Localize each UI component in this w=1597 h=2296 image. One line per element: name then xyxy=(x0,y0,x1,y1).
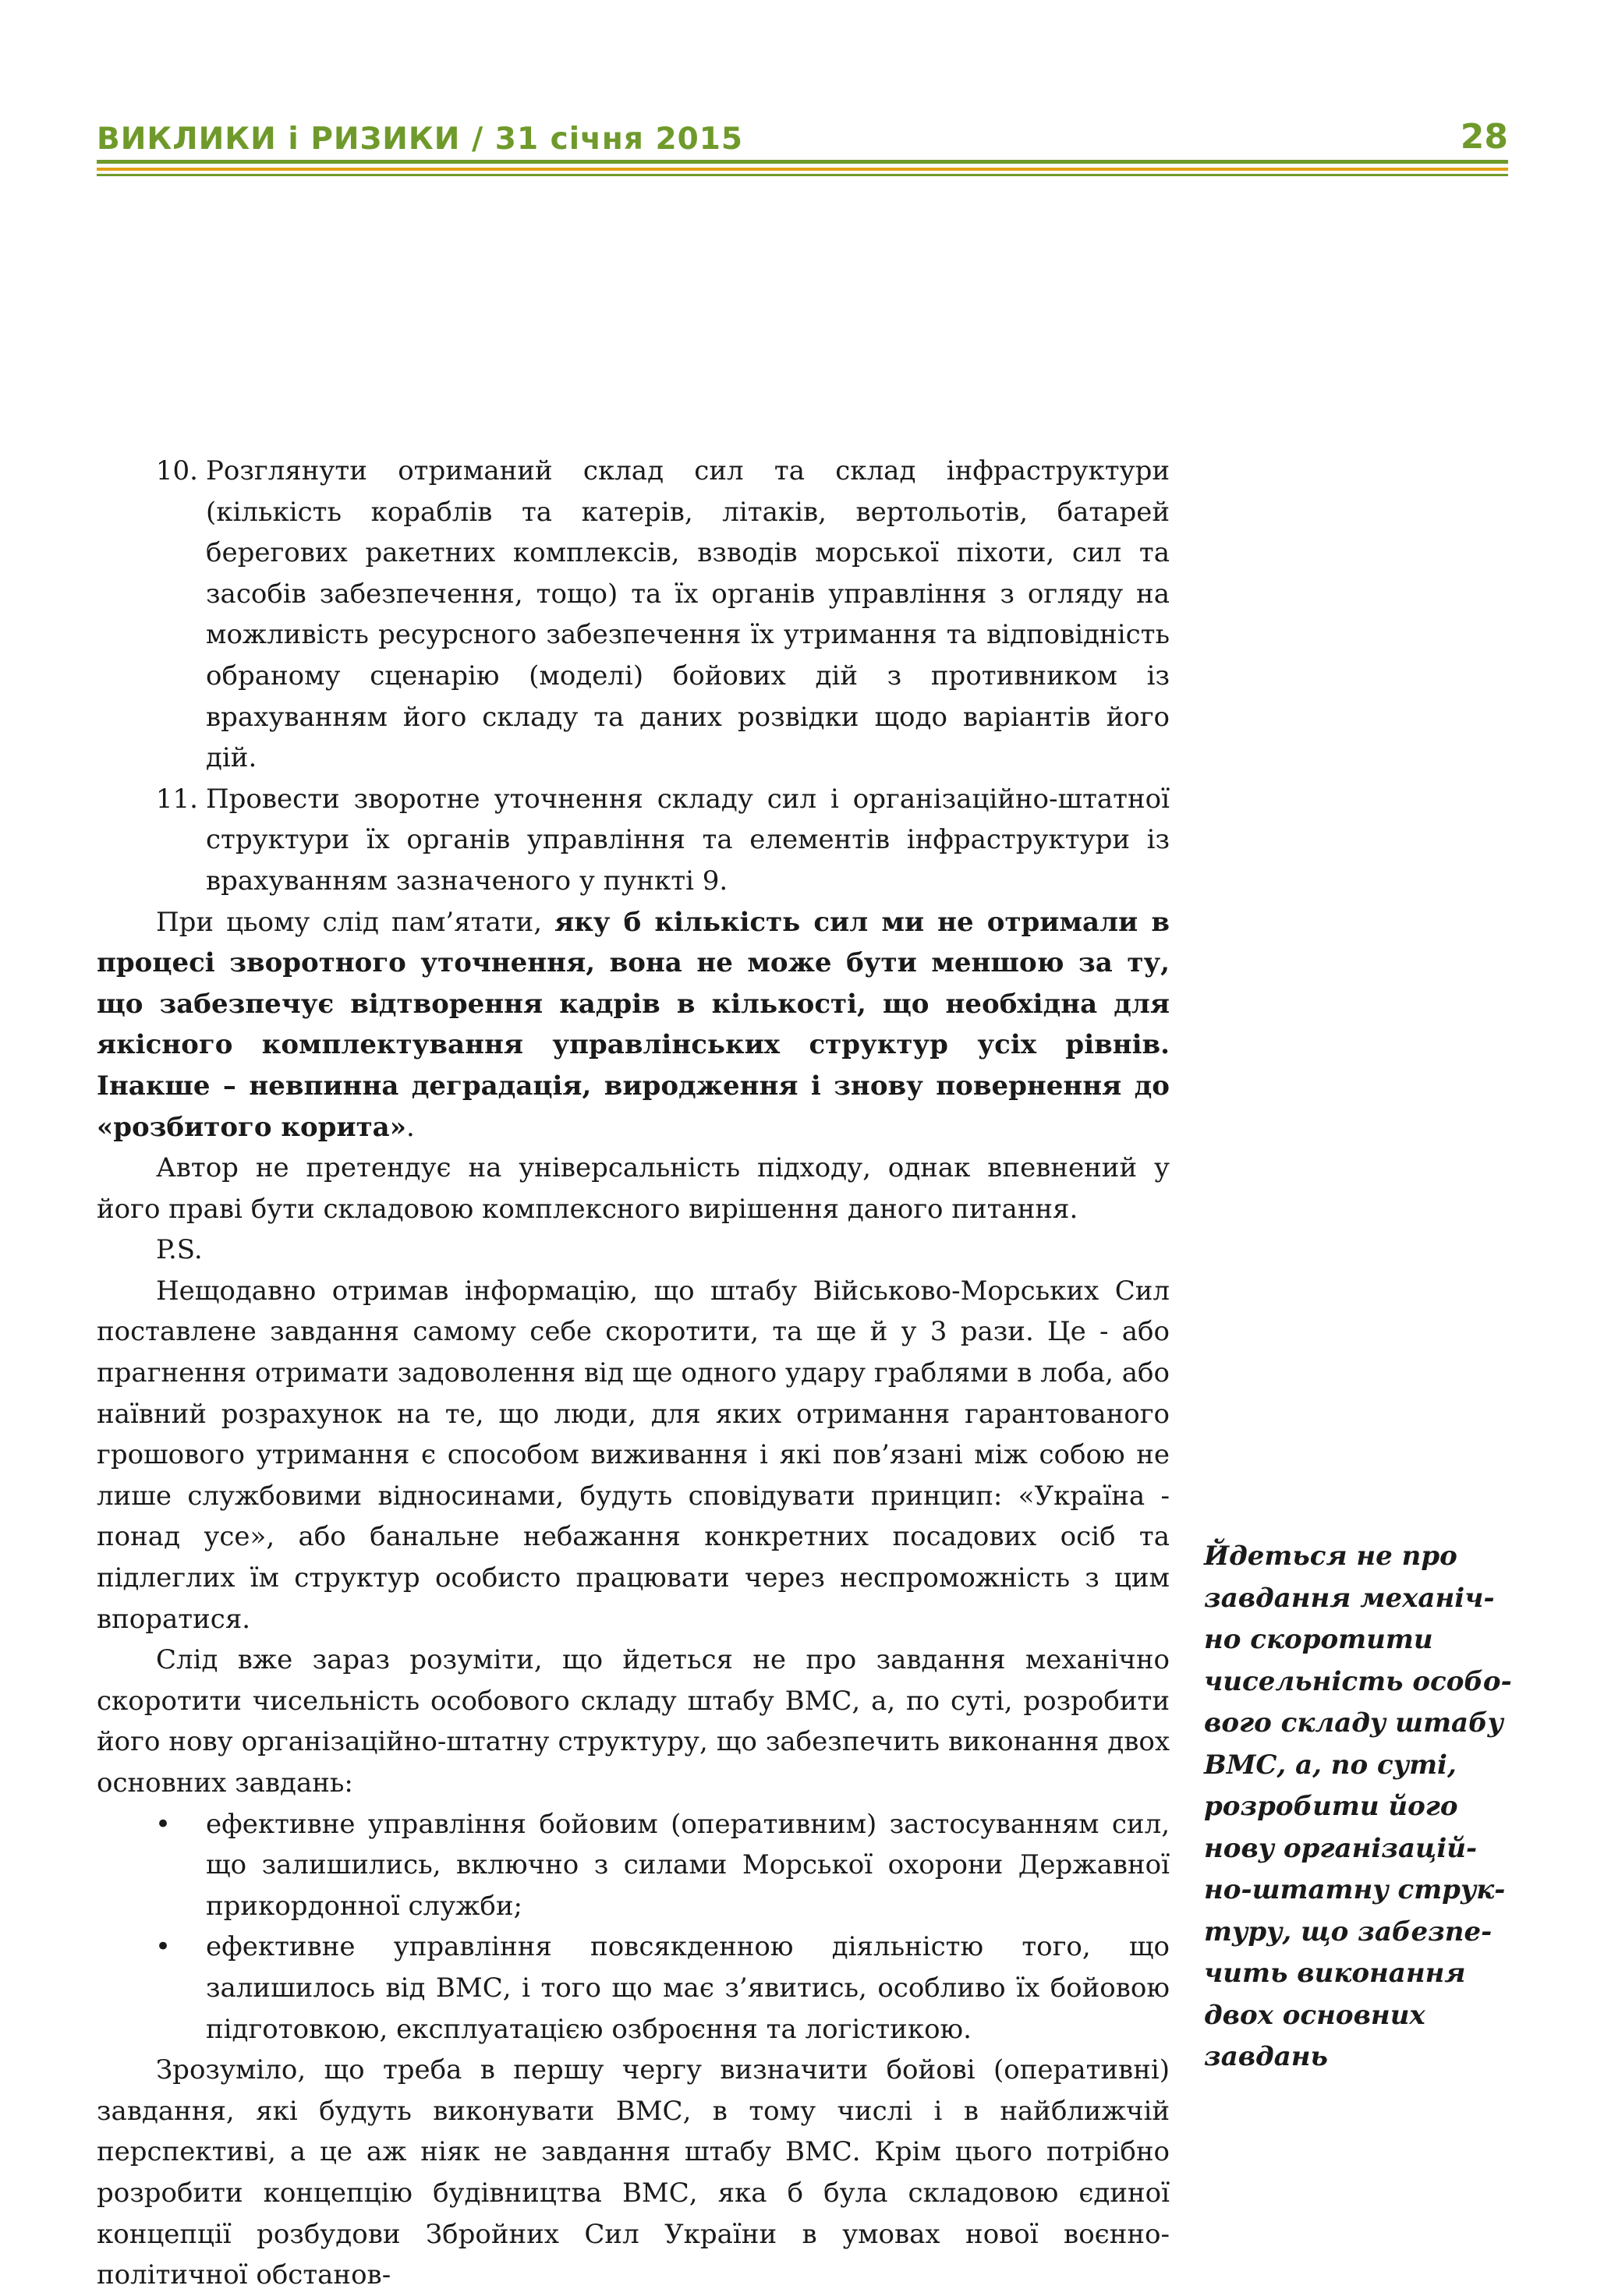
numbered-item-11 xyxy=(97,779,1170,902)
pull-quote-line: но-штатну струк- xyxy=(1204,1874,1506,1905)
ps-label: P.S. xyxy=(156,1234,203,1266)
header-rule-green-bottom xyxy=(97,174,1508,176)
numbered-item-10 xyxy=(97,451,1170,779)
page-number: 28 xyxy=(1460,117,1508,157)
bullet-item xyxy=(97,1926,1170,2050)
memo-lead: При цьому слід пам’ятати, xyxy=(156,906,555,938)
header-rule-green-top xyxy=(97,160,1508,164)
pull-quote-line: розробити його xyxy=(1204,1791,1458,1822)
pull-quote-line: вого складу штабу xyxy=(1204,1707,1503,1739)
pull-quote-line: чить виконання xyxy=(1204,1958,1466,1989)
bullet-text: ефективне управління бойовим (оперативним) застосуванням сил, що залишились, включно з силами Морської охорони Державної прикордонної служби; xyxy=(206,1808,1170,1922)
pull-quote-line: но скоротити xyxy=(1204,1624,1433,1655)
paragraph-understand: Слід вже зараз розуміти, що йдеться не про завдання механічно скоротити чисельність особового складу штабу ВМС, а, по суті, розробити його нову організаційно-штатну структуру, що забезпечить виконання двох основних завдань: xyxy=(97,1644,1170,1799)
bullet-item xyxy=(97,1804,1170,1927)
pull-quote-line: туру, що забезпе- xyxy=(1204,1916,1493,1948)
paragraph-author: Автор не претендує на універсальність підходу, однак впевнений у його праві бути складовою комплексного вирішення даного питання. xyxy=(97,1152,1170,1225)
paragraph-final: Зрозуміло, що треба в першу чергу визначити бойові (оперативні) завдання, які будуть виконувати ВМС, в тому числі і в найближчій перспективі, а це аж ніяк не завдання штабу ВМС. Крім цього потрібно розробити концепцію будівництва ВМС, яка б була складовою єдиної концепції розбудови Збройних Сил України в умовах нової воєнно-політичної обстанов- xyxy=(97,2054,1170,2291)
memo-tail: . xyxy=(405,1111,415,1143)
item-number: 11. xyxy=(155,783,198,815)
pull-quote xyxy=(1204,1536,1512,2078)
pull-quote-line: Йдеться не про xyxy=(1204,1541,1457,1572)
header-rule-orange xyxy=(97,168,1508,171)
paragraph-ps: Нещодавно отримав інформацію, що штабу Військово-Морських Сил поставлене завдання самому себе скоротити, та ще й у 3 рази. Це - або прагнення отримати задоволення від ще одного удару граблями в лоба, або наївний розрахунок на те, що люди, для яких отримання гарантованого грошового утримання є способом виживання і які пов’язані між собою не лише службовими відносинами, будуть сповідувати принцип: «Україна - понад усе», або банальне небажання конкретних посадових осіб та підлеглих їм структур особисто працювати через неспроможність з цим впоратися. xyxy=(97,1275,1170,1635)
pull-quote-line: чисельність особо- xyxy=(1204,1665,1512,1697)
article-body xyxy=(97,451,1170,2296)
item-text: Провести зворотне уточнення складу сил і організаційно-штатної структури їх органів управління та елементів інфраструктури із врахуванням зазначеного у пункті 9. xyxy=(206,783,1170,897)
pull-quote-line: ВМС, а, по суті, xyxy=(1204,1749,1457,1781)
pull-quote-line: завдання механіч- xyxy=(1204,1582,1495,1614)
pull-quote-line: завдань xyxy=(1204,2041,1328,2072)
memo-emphasis: яку б кількість сил ми не отримали в процесі зворотного уточнення, вона не може бути меншою за ту, що забезпечує відтворення кадрів в кількості, що необхідна для якісного комплектування управлінських структур усіх рівнів. Інакше – невпинна деградація, виродження і знову повернення до «розбитого корита» xyxy=(97,906,1170,1143)
pull-quote-line: нову організацій- xyxy=(1204,1832,1478,1864)
bullet-text: ефективне управління повсякденною діяльністю того, що залишилось від ВМС, і того що має з’явитись, особливо їх бойовою підготовкою, експлуатацією озброєння та логістикою. xyxy=(206,1931,1170,2045)
item-text: Розглянути отриманий склад сил та склад інфраструктури (кількість кораблів та катерів, літаків, вертольотів, батарей берегових ракетних комплексів, взводів морської піхоти, сил та засобів забезпечення, тощо) та їх органів управління з огляду на можливість ресурсного забезпечення їх утримання та відповідність обраному сценарію (моделі) бойових дій з противником із врахуванням його складу та даних розвідки щодо варіантів його дій. xyxy=(206,455,1170,774)
bullet-icon: • xyxy=(154,1808,172,1840)
paragraph-memo xyxy=(97,902,1170,1148)
item-number: 10. xyxy=(155,455,198,486)
running-title: ВИКЛИКИ і РИЗИКИ / 31 січня 2015 xyxy=(97,122,744,157)
bullet-icon: • xyxy=(154,1931,172,1963)
pull-quote-line: двох основних xyxy=(1204,1999,1425,2031)
